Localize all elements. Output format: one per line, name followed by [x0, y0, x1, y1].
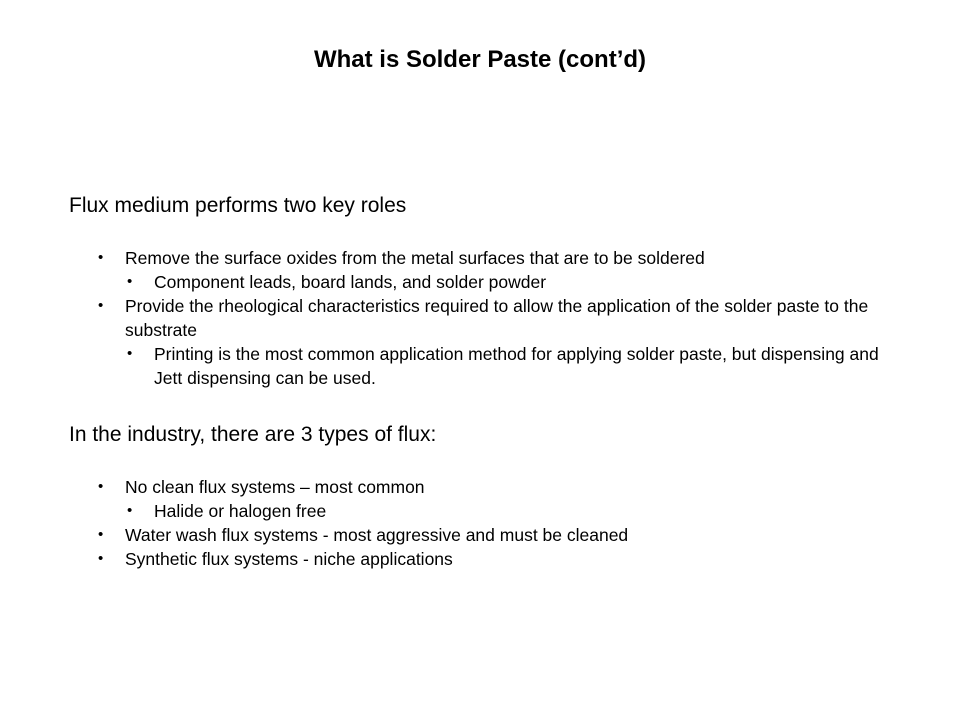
slide-title: What is Solder Paste (cont’d)	[313, 46, 647, 73]
list-item	[96, 342, 896, 390]
list-item	[96, 523, 896, 547]
list-item	[96, 547, 896, 571]
list-item	[96, 475, 896, 499]
bullet-icon: •	[98, 478, 104, 495]
bullet-icon: •	[98, 297, 104, 314]
list-item	[96, 270, 896, 294]
bullet-icon: •	[127, 345, 133, 362]
flux-roles-list	[96, 246, 896, 390]
list-item-text: Component leads, board lands, and solder powder	[154, 272, 547, 292]
bullet-icon: •	[98, 550, 104, 567]
list-item-text: Synthetic flux systems - niche applications	[125, 549, 453, 569]
section-heading-flux-types: In the industry, there are 3 types of flux:	[69, 423, 437, 446]
flux-types-list	[96, 475, 896, 571]
bullet-icon: •	[98, 526, 104, 543]
bullet-icon: •	[127, 273, 133, 290]
section-heading-flux-roles: Flux medium performs two key roles	[69, 194, 407, 217]
list-item-text: Printing is the most common application method for applying solder paste, but dispensing and Jett dispensing can be used.	[154, 344, 879, 388]
bullet-icon: •	[98, 249, 104, 266]
list-item	[96, 499, 896, 523]
bullet-icon: •	[127, 502, 133, 519]
list-item-text: Remove the surface oxides from the metal surfaces that are to be soldered	[125, 248, 705, 268]
list-item-text: Water wash flux systems - most aggressive and must be cleaned	[125, 525, 629, 545]
list-item-text: Halide or halogen free	[154, 501, 327, 521]
list-item	[96, 294, 896, 342]
list-item-text: No clean flux systems – most common	[125, 477, 425, 497]
list-item-text: Provide the rheological characteristics required to allow the application of the solder paste to the substrate	[125, 296, 869, 340]
list-item	[96, 246, 896, 270]
